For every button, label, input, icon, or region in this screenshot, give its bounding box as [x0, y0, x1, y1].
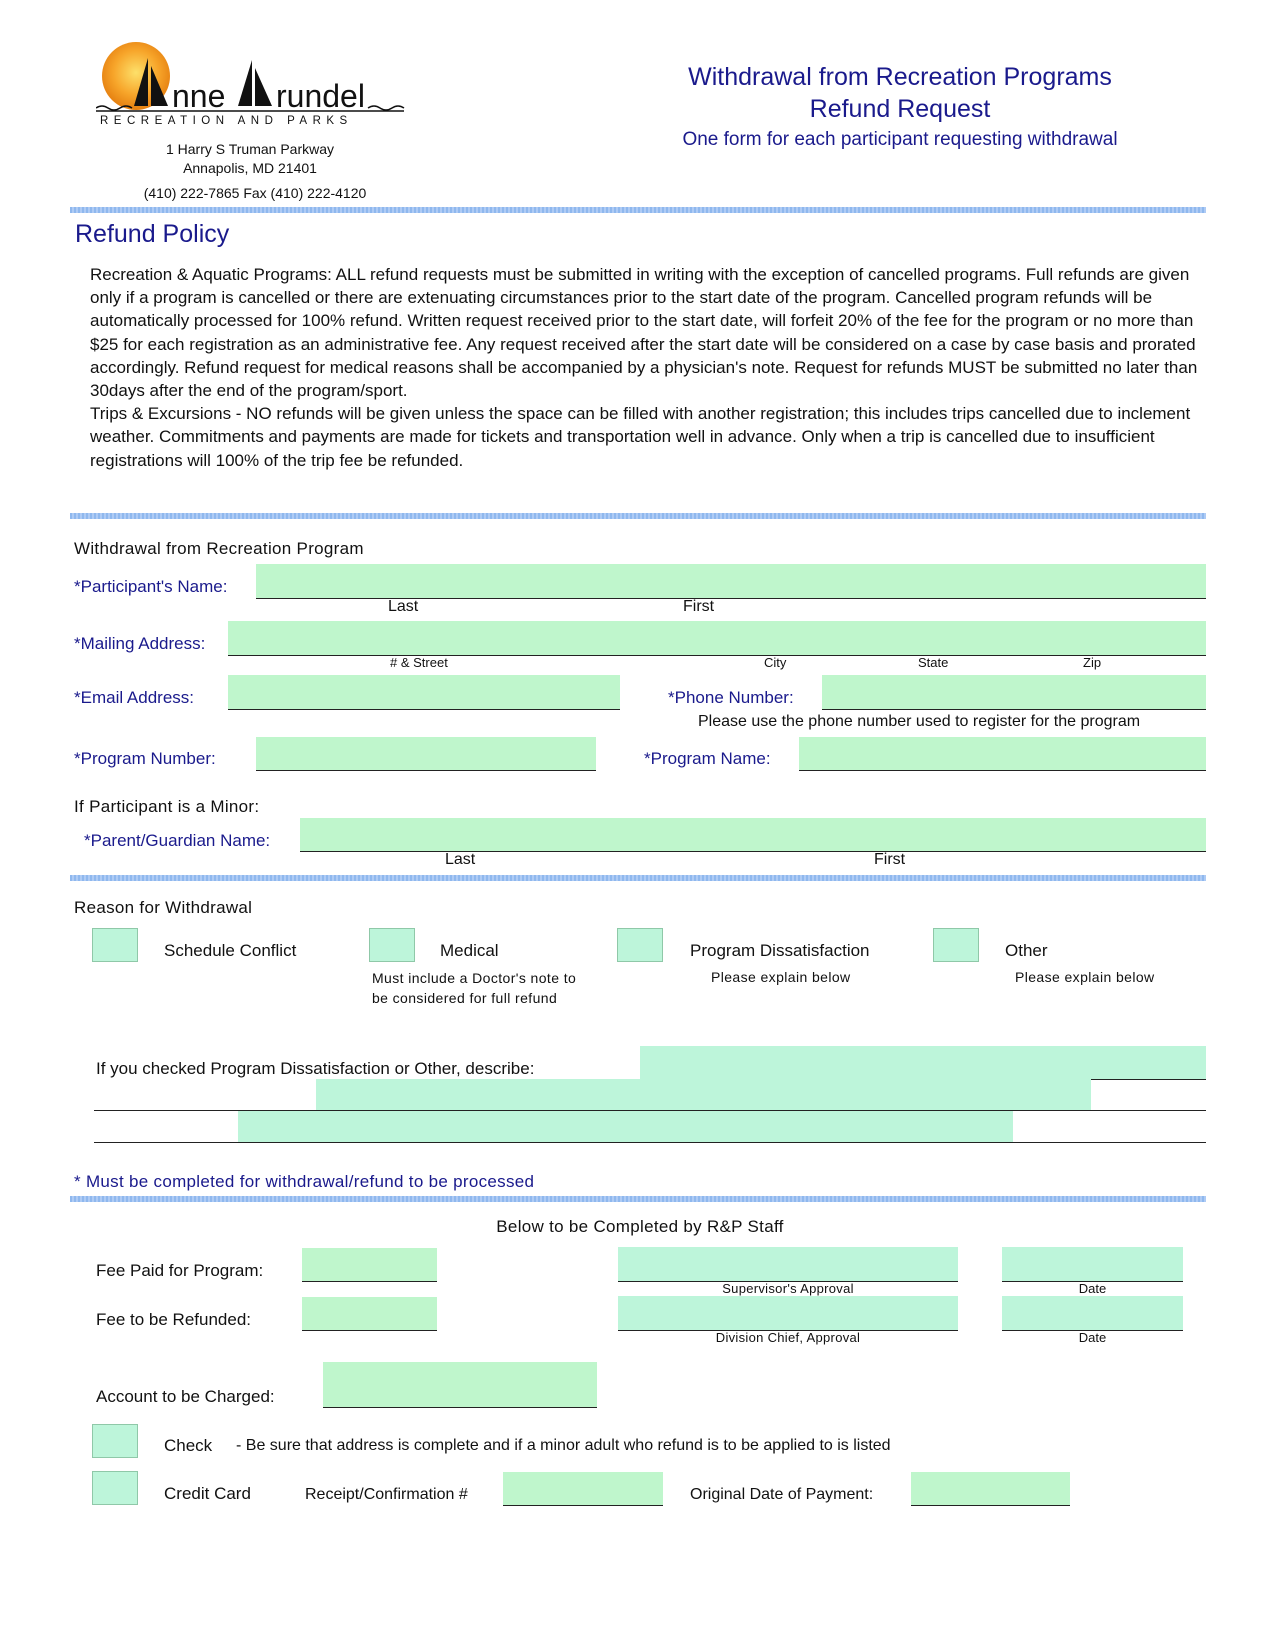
email-label: *Email Address: — [74, 688, 194, 707]
mailing-zip-caption: Zip — [1083, 655, 1102, 670]
division-approval-field[interactable] — [618, 1296, 958, 1331]
receipt-field[interactable] — [503, 1472, 663, 1506]
receipt-label: Receipt/Confirmation # — [305, 1486, 468, 1503]
participant-name-label: *Participant's Name: — [74, 577, 228, 596]
email-field[interactable] — [228, 675, 620, 710]
supervisor-approval-caption: Supervisor's Approval — [722, 1281, 854, 1296]
reason-section-title: Reason for Withdrawal — [74, 898, 253, 917]
mailing-state-caption: State — [918, 655, 949, 670]
address-line1: 1 Harry S Truman Parkway — [165, 141, 335, 157]
policy-text — [90, 263, 1200, 472]
page-title-2: Refund Request — [809, 95, 991, 123]
describe-label: If you checked Program Dissatisfaction or Other, describe: — [96, 1059, 535, 1078]
mailing-street-caption: # & Street — [390, 655, 448, 670]
divider-policy — [70, 513, 1206, 519]
divider-withdrawal — [70, 875, 1206, 881]
original-date-field[interactable] — [911, 1472, 1070, 1506]
other-note: Please explain below — [1015, 969, 1155, 985]
schedule-conflict-checkbox[interactable] — [92, 928, 138, 962]
medical-note: Must include a Doctor's note to be considered for full refund — [372, 970, 577, 1006]
guardian-last-caption: Last — [445, 851, 476, 868]
supervisor-approval-field[interactable] — [618, 1247, 958, 1282]
check-checkbox[interactable] — [92, 1424, 138, 1458]
program-dissatisfaction-label: Program Dissatisfaction — [690, 941, 870, 960]
division-date-field[interactable] — [1002, 1296, 1183, 1331]
program-number-field[interactable] — [256, 737, 596, 771]
fee-paid-label: Fee Paid for Program: — [96, 1261, 264, 1280]
logo-text-2 — [276, 78, 365, 115]
describe-field-line1[interactable] — [640, 1046, 1206, 1080]
required-note: * Must be completed for withdrawal/refund to be processed — [74, 1172, 535, 1191]
division-approval-caption: Division Chief, Approval — [715, 1330, 861, 1345]
fee-paid-field[interactable] — [302, 1248, 437, 1282]
minor-heading: If Participant is a Minor: — [74, 797, 260, 816]
fee-refunded-field[interactable] — [302, 1297, 437, 1331]
participant-name-field[interactable] — [256, 564, 1206, 599]
participant-first-caption: First — [683, 598, 715, 615]
other-label: Other — [1005, 941, 1048, 960]
phone-label: *Phone Number: — [668, 688, 794, 707]
mailing-address-label: *Mailing Address: — [74, 634, 206, 653]
mailing-city-caption: City — [764, 655, 787, 670]
program-dissatisfaction-checkbox[interactable] — [617, 928, 663, 962]
address-line2: Annapolis, MD 21401 — [183, 160, 317, 176]
program-name-label: *Program Name: — [644, 749, 771, 768]
page-subtitle: One form for each participant requesting withdrawal — [682, 129, 1118, 150]
divider-reason — [70, 1196, 1206, 1202]
guardian-name-label: *Parent/Guardian Name: — [84, 831, 271, 850]
describe-line3 — [94, 1142, 1206, 1143]
original-date-label: Original Date of Payment: — [690, 1486, 874, 1503]
account-label: Account to be Charged: — [96, 1387, 275, 1406]
check-note: - Be sure that address is complete and if a minor adult who refund is to be applied to is listed — [236, 1437, 891, 1454]
program-number-label: *Program Number: — [74, 749, 216, 768]
medical-checkbox[interactable] — [369, 928, 415, 962]
fee-refunded-label: Fee to be Refunded: — [96, 1310, 252, 1329]
logo-subtitle: RECREATION AND PARKS — [100, 115, 353, 127]
mailing-address-field[interactable] — [228, 621, 1206, 656]
program-dissatisfaction-note: Please explain below — [711, 969, 851, 985]
phone-field[interactable] — [822, 675, 1206, 710]
logo-text-part1: nne — [172, 78, 226, 114]
phone-fax: (410) 222-7865 Fax (410) 222-4120 — [143, 185, 367, 201]
divider-top — [70, 207, 1206, 213]
withdrawal-section-title: Withdrawal from Recreation Program — [74, 539, 364, 558]
check-label: Check — [164, 1436, 213, 1455]
guardian-name-field[interactable] — [300, 818, 1206, 852]
logo-text-part2: rundel — [276, 78, 365, 114]
policy-heading: Refund Policy — [75, 220, 230, 248]
guardian-first-caption: First — [874, 851, 906, 868]
supervisor-date-caption: Date — [1078, 1281, 1107, 1296]
describe-field-line2[interactable] — [316, 1079, 1091, 1110]
program-name-field[interactable] — [799, 737, 1206, 771]
supervisor-date-field[interactable] — [1002, 1247, 1183, 1282]
policy-paragraph-2: Trips & Excursions - NO refunds will be given unless the space can be filled with another registration; this includes trips cancelled due to inclement weather. Commitments and payments are made for tickets and transportation well in advance. Only when a trip is cancelled due to insufficient registrations will 100% of the trip fee be refunded. — [90, 404, 1191, 470]
credit-card-checkbox[interactable] — [92, 1471, 138, 1505]
policy-paragraph-1: Recreation & Aquatic Programs: ALL refund requests must be submitted in writing with the exception of cancelled programs. Full refunds are given only if a program is cancelled or there are extenuating circumstances prior to the start date of the program. Cancelled program refunds will be automatically processed for 100% refund. Written request received prior to the start date, will forfeit 20% of the fee for the program or no more than $25 for each registration as an administrative fee. Any request received after the start date will be considered on a case by case basis and prorated accordingly. Refund request for medical reasons shall be accompanied by a physician's note. Request for refunds MUST be submitted no later than 30days after the end of the program/sport. — [90, 265, 1198, 401]
division-date-caption: Date — [1078, 1330, 1107, 1345]
credit-card-label: Credit Card — [164, 1484, 251, 1503]
page-title: Withdrawal from Recreation Programs — [688, 63, 1112, 91]
other-checkbox[interactable] — [933, 928, 979, 962]
participant-last-caption: Last — [388, 598, 419, 615]
staff-section-title: Below to be Completed by R&P Staff — [496, 1217, 784, 1236]
describe-field-line3[interactable] — [238, 1111, 1013, 1142]
medical-label: Medical — [440, 941, 499, 960]
phone-note: Please use the phone number used to register for the program — [698, 713, 1141, 730]
schedule-conflict-label: Schedule Conflict — [164, 941, 297, 960]
logo-text — [172, 78, 225, 115]
account-field[interactable] — [323, 1362, 597, 1408]
